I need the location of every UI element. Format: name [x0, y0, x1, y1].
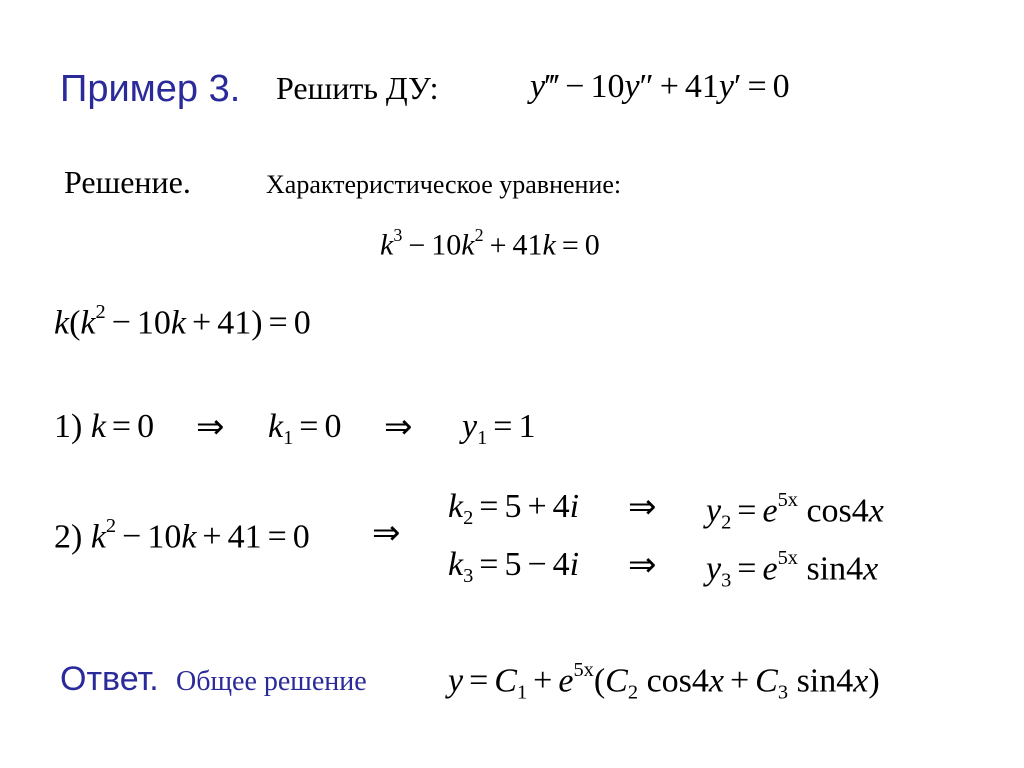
root-k2: $k_2 = 5 + 4i$ [448, 488, 580, 530]
answer-label: Ответ. [60, 660, 159, 698]
task-label: Решить ДУ: [276, 70, 439, 106]
factored-equation: $k(k^2 - 10k + 41) = 0$ [54, 301, 311, 342]
general-solution: $y = C_1 + e^{5x}(C_2$ $\cos 4x + C_3$ sin4x) [448, 659, 880, 704]
case-1: 1) k = 0 [54, 408, 155, 445]
ode-equation: y‴ − 10y″ + 41y′ = 0 [530, 68, 790, 105]
root-k3: $k_3 = 5 - 4i$ [448, 546, 580, 588]
solution-y3: $y_3 = e^{5x}$ sin4x [706, 547, 879, 592]
implies-icon: ⇒ [372, 513, 401, 553]
implies-icon: ⇒ [384, 407, 413, 447]
solution-label: Решение. [64, 164, 191, 200]
characteristic-equation: $k^3 - 10k^2 + 41k = 0$ [380, 225, 600, 262]
case-1-root: $k_1 = 0$ [268, 408, 342, 450]
case-2: 2) $k^2 - 10k + 41 = 0$ [54, 515, 310, 556]
implies-icon: ⇒ [628, 487, 657, 527]
example-title: Пример 3. [60, 68, 241, 110]
solution-y2: $y_2 = e^{5x}$ cos4x [706, 489, 884, 534]
char-eq-label: Характеристическое уравнение: [266, 170, 622, 199]
answer-text: Общее решение [176, 666, 367, 697]
case-1-solution: $y_1 = 1$ [462, 408, 536, 450]
implies-icon: ⇒ [628, 545, 657, 585]
implies-icon: ⇒ [196, 407, 225, 447]
